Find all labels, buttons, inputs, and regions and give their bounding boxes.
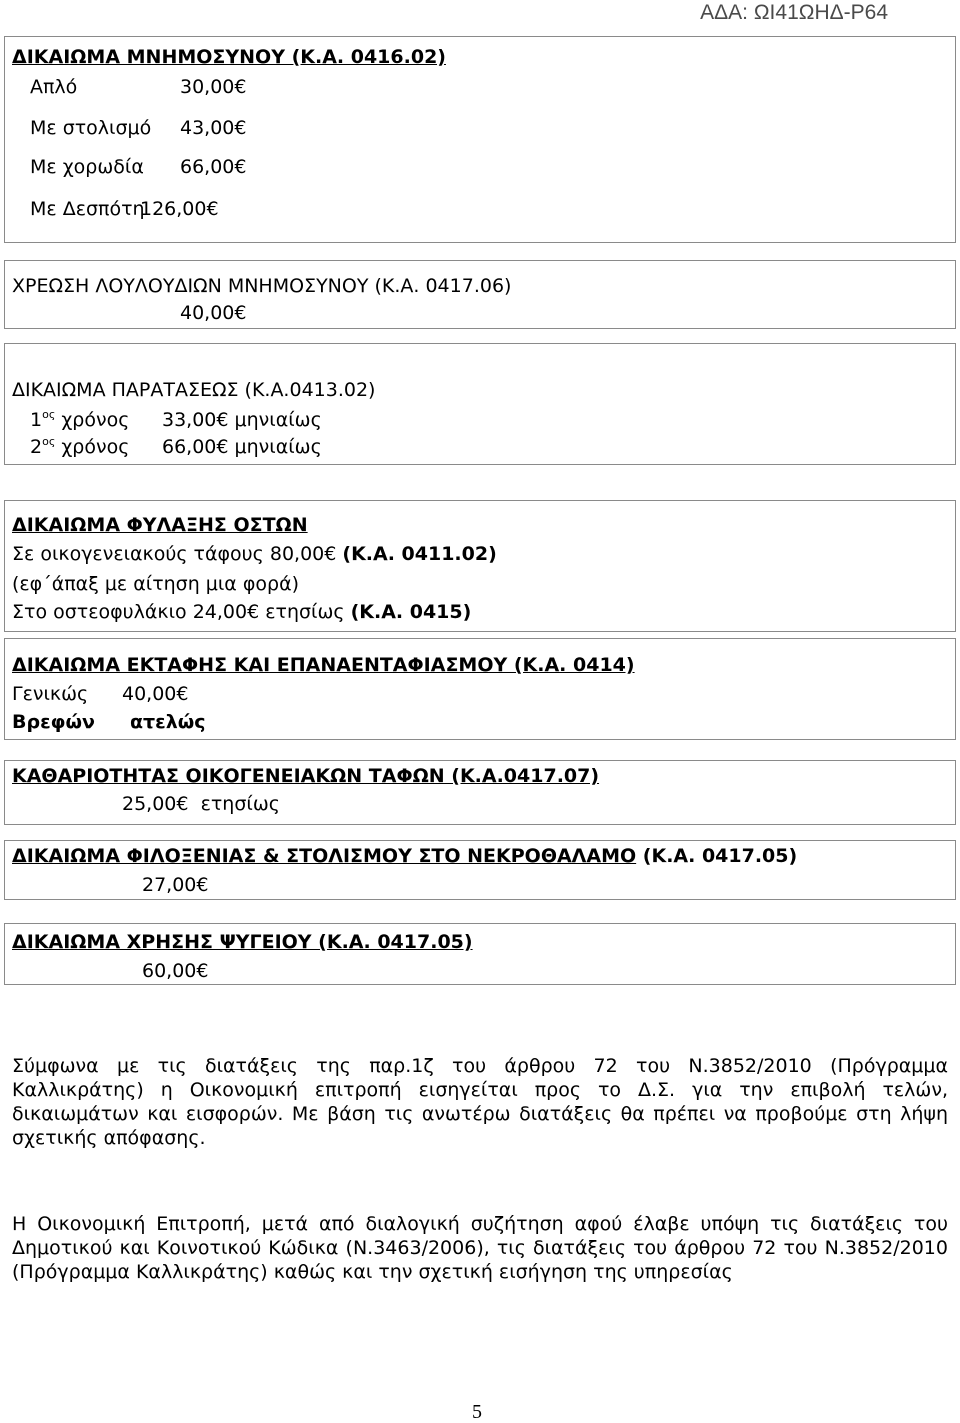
- ektafis-infant-value: ατελώς: [130, 711, 206, 733]
- mnimosyno-title: ΔΙΚΑΙΩΜΑ ΜΝΗΜΟΣΥΝΟΥ (Κ.Α. 0416.02): [12, 46, 446, 68]
- mnimosyno-row-label: Με στολισμό: [30, 117, 152, 139]
- mnimosyno-row-label: Απλό: [30, 76, 78, 98]
- mnimosyno-row-value: 43,00€: [180, 117, 247, 139]
- ektafis-general-label: Γενικώς: [12, 683, 89, 705]
- mnimosyno-row-value: 30,00€: [180, 76, 247, 98]
- mnimosyno-row-label: Με χορωδία: [30, 156, 144, 178]
- ektafis-general-value: 40,00€: [122, 683, 189, 705]
- psygeiou-title: ΔΙΚΑΙΩΜΑ ΧΡΗΣΗΣ ΨΥΓΕΙΟΥ (Κ.Α. 0417.05): [12, 931, 473, 953]
- mnimosyno-row-value: 66,00€: [180, 156, 247, 178]
- fylaxis-line3: Στο οστεοφυλάκιο 24,00€ ετησίως (Κ.Α. 0415): [12, 601, 472, 623]
- filoxenias-value: 27,00€: [142, 874, 209, 896]
- mnimosyno-row-value: 126,00€: [140, 198, 219, 220]
- louloudia-title: ΧΡΕΩΣΗ ΛΟΥΛΟΥΔΙΩΝ ΜΝΗΜΟΣΥΝΟΥ (Κ.Α. 0417.06): [12, 275, 512, 297]
- paragraph-recommendation: Σύμφωνα με τις διατάξεις της παρ.1ζ του άρθρου 72 του Ν.3852/2010 (Πρόγραμμα Καλλικράτης) η Οικονομική επιτροπή εισηγείται προς το Δ.Σ. για την επιβολή τελών, δικαιωμάτων και εισφορών. Με βάση τις ανωτέρω διατάξεις θα πρέπει να προβούμε στη λήψη σχετικής απόφασης.: [12, 1055, 948, 1149]
- katharioitita-title: ΚΑΘΑΡΙΟΤΗΤΑΣ ΟΙΚΟΓΕΝΕΙΑΚΩΝ ΤΑΦΩΝ (Κ.Α.0417.07): [12, 765, 600, 787]
- page-number: 5: [472, 1401, 482, 1423]
- parataseos-row-value: 33,00€ μηνιαίως: [162, 409, 322, 431]
- parataseos-frame: [4, 343, 956, 465]
- fylaxis-title: ΔΙΚΑΙΩΜΑ ΦΥΛΑΞΗΣ ΟΣΤΩΝ: [12, 514, 308, 536]
- mnimosyno-row-label: Με Δεσπότη: [30, 198, 145, 220]
- katharioitita-value: 25,00€ ετησίως: [122, 793, 280, 815]
- parataseos-title: ΔΙΚΑΙΩΜΑ ΠΑΡΑΤΑΣΕΩΣ (Κ.Α.0413.02): [12, 379, 376, 401]
- ektafis-infant-label: Βρεφών: [12, 711, 95, 733]
- parataseos-row-value: 66,00€ μηνιαίως: [162, 436, 322, 458]
- louloudia-value: 40,00€: [180, 302, 247, 324]
- parataseos-row: $2^{o\varsigma}$ χρόνος: [30, 435, 130, 458]
- psygeiou-value: 60,00€: [142, 960, 209, 982]
- fylaxis-line1: Σε οικογενειακούς τάφους 80,00€ (Κ.Α. 0411.02): [12, 543, 497, 565]
- ada-code: ΑΔΑ: ΩΙ41ΩΗΔ-Ρ64: [700, 1, 888, 24]
- parataseos-row: $1^{o\varsigma}$ χρόνος: [30, 408, 130, 431]
- fylaxis-line2: (εφ΄άπαξ με αίτηση μια φορά): [12, 573, 300, 595]
- ektafis-title: ΔΙΚΑΙΩΜΑ ΕΚΤΑΦΗΣ ΚΑΙ ΕΠΑΝΑΕΝΤΑΦΙΑΣΜΟΥ (Κ.Α. 0414): [12, 654, 635, 676]
- paragraph-committee: Η Οικονομική Επιτροπή, μετά από διαλογική συζήτηση αφού έλαβε υπόψη τις διατάξεις του Δημοτικού και Κοινοτικού Κώδικα (Ν.3463/2006), τις διατάξεις του άρθρου 72 του Ν.3852/2010 (Πρόγραμμα Καλλικράτης) καθώς και την σχετική εισήγηση της υπηρεσίας: [12, 1213, 948, 1283]
- filoxenias-title: ΔΙΚΑΙΩΜΑ ΦΙΛΟΞΕΝΙΑΣ & ΣΤΟΛΙΣΜΟΥ ΣΤΟ ΝΕΚΡΟΘΑΛΑΜΟ (Κ.Α. 0417.05): [12, 845, 798, 867]
